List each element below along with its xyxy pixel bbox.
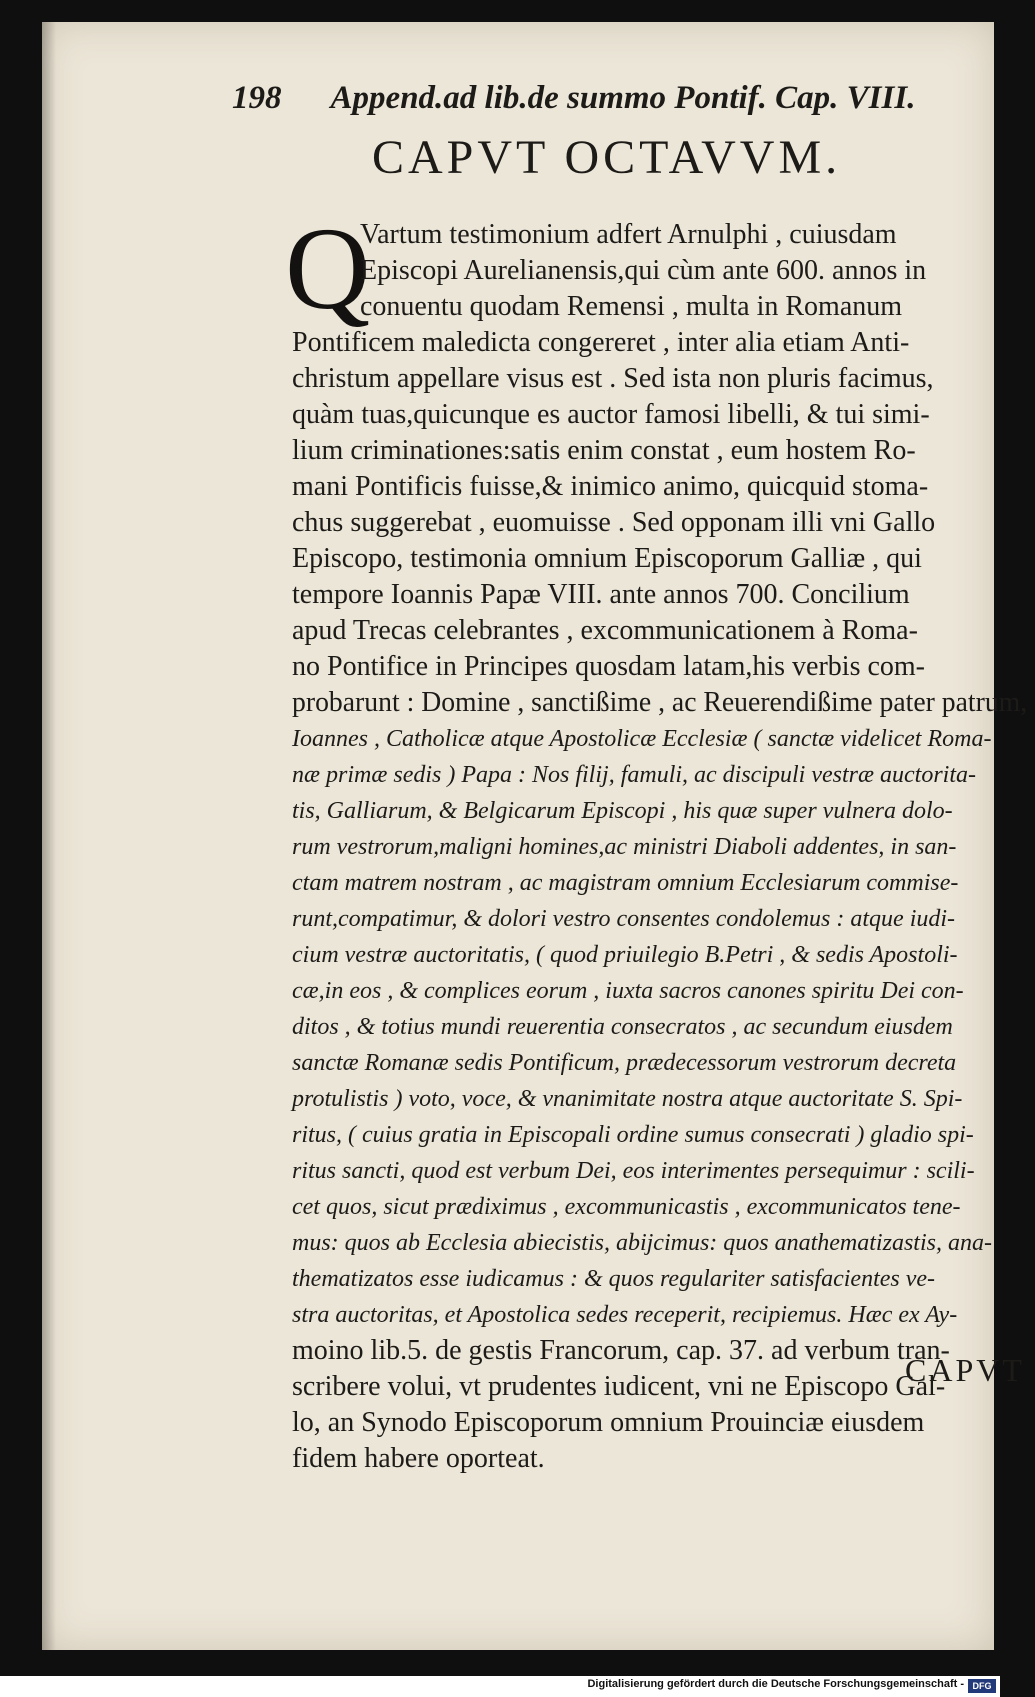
text-line: probarunt : Domine , sanctißime , ac Reuerendißime pater patrum, (292, 687, 1028, 718)
text-line: chus suggerebat , euomuisse . Sed opponam illi vni Gallo (292, 507, 936, 538)
catchword: CAPVT (905, 1352, 1025, 1388)
running-head-title: Append.ad lib.de summo Pontif. Cap. VIII. (330, 80, 916, 116)
text-line: lium criminationes:satis enim constat , eum hostem Ro- (292, 435, 916, 466)
text-line: christum appellare visus est . Sed ista non pluris facimus, (292, 363, 934, 394)
quote-line: rum vestrorum,maligni homines,ac ministri Diaboli addentes, in san- (292, 834, 957, 860)
dfg-logo-icon: DFG (968, 1679, 996, 1693)
quote-line: thematizatos esse iudicamus : & quos regulariter satisfacientes ve- (292, 1266, 936, 1292)
quote-line: mus: quos ab Ecclesia abiecistis, abijcimus: quos anathematizastis, ana- (292, 1230, 992, 1256)
quote-line: cæ,in eos , & complices eorum , iuxta sacros canones spiritu Dei con- (292, 978, 964, 1004)
text-line: Vartum testimonium adfert Arnulphi , cuiusdam (360, 219, 897, 250)
chapter-title: CAPVT OCTAVVM. (372, 131, 842, 184)
text-line: Pontificem maledicta congereret , inter alia etiam Anti- (292, 327, 910, 358)
text-line: no Pontifice in Principes quosdam latam,his verbis com- (292, 651, 926, 682)
text-line: fidem habere oporteat. (292, 1443, 545, 1474)
text-line: apud Trecas celebrantes , excommunicationem à Roma- (292, 615, 918, 646)
text-line: mani Pontificis fuisse,& inimico animo, quicquid stoma- (292, 471, 929, 502)
text-line: conuentu quodam Remensi , multa in Romanum (360, 291, 903, 322)
page-number: 198 (232, 80, 282, 116)
book-page (42, 22, 1028, 1650)
text-line: lo, an Synodo Episcoporum omnium Prouinciæ eiusdem (292, 1407, 925, 1438)
quote-line: næ primæ sedis ) Papa : Nos filij, famuli, ac discipuli vestræ auctorita- (292, 762, 976, 788)
quote-line: cet quos, sicut prædiximus , excommunicastis , excommunicatos tene- (292, 1194, 961, 1220)
quote-line: ditos , & totius mundi reuerentia consecratos , ac secundum eiusdem (292, 1014, 953, 1040)
quote-line: ctam matrem nostram , ac magistram omnium Ecclesiarum commise- (292, 870, 959, 896)
quote-line: sanctæ Romanæ sedis Pontificum, prædecessorum vestrorum decreta (292, 1050, 957, 1076)
running-head (232, 80, 952, 130)
text-line: moino lib.5. de gestis Francorum, cap. 37. ad verbum tran- (292, 1335, 950, 1366)
text-line: scribere volui, vt prudentes iudicent, vni ne Episcopo Gal- (292, 1371, 946, 1402)
quote-line: ritus, ( cuius gratia in Episcopali ordine sumus consecrati ) gladio spi- (292, 1122, 974, 1148)
quote-line: tis, Galliarum, & Belgicarum Episcopi , his quæ super vulnera dolo- (292, 798, 953, 824)
text-line: tempore Ioannis Papæ VIII. ante annos 700. Concilium (292, 579, 910, 610)
digitization-footer (0, 1676, 1000, 1697)
quote-line: stra auctoritas, et Apostolica sedes receperit, recipiemus. Hæc ex Ay- (292, 1302, 958, 1328)
quote-line: cium vestræ auctoritatis, ( quod priuilegio B.Petri , & sedis Apostoli- (292, 942, 958, 968)
quote-line: ritus sancti, quod est verbum Dei, eos interimentes persequimur : scili- (292, 1158, 975, 1184)
text-line: Episcopi Aurelianensis,qui cùm ante 600. annos in (360, 255, 927, 286)
drop-cap-initial: Q (285, 203, 371, 334)
funding-notice: Digitalisierung gefördert durch die Deutsche Forschungsgemeinschaft - (587, 1678, 964, 1690)
text-line: Episcopo, testimonia omnium Episcoporum Galliæ , qui (292, 543, 922, 574)
text-line: quàm tuas,quicunque es auctor famosi libelli, & tui simi- (292, 399, 930, 430)
quote-line: Ioannes , Catholicæ atque Apostolicæ Ecclesiæ ( sanctæ videlicet Roma- (292, 726, 992, 752)
quote-line: protulistis ) voto, voce, & vnanimitate nostra atque auctoritate S. Spi- (292, 1086, 963, 1112)
quote-line: runt,compatimur, & dolori vestro consentes condolemus : atque iudi- (292, 906, 956, 932)
